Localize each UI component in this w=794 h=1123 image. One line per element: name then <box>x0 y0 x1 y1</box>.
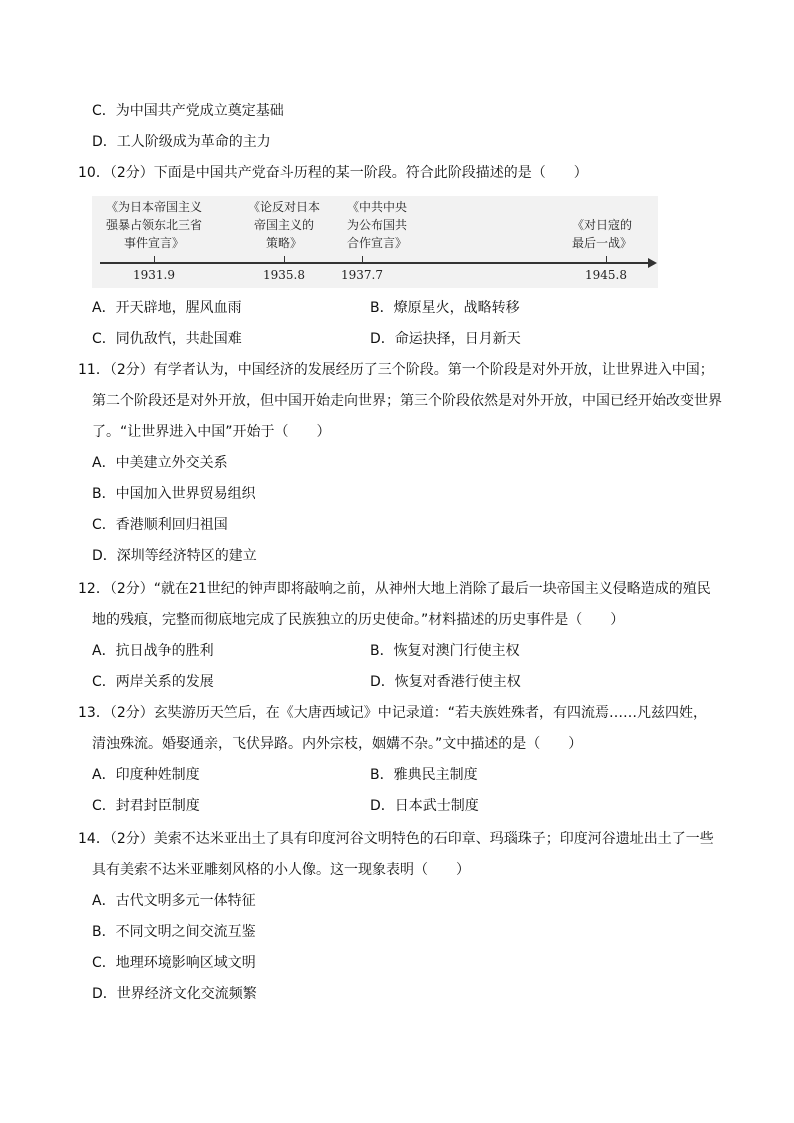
q12-option-b: B．恢复对澳门行使主权 <box>370 643 520 659</box>
q11-option-c: C．香港顺利回归祖国 <box>92 517 228 533</box>
q11-stem: 11．（2分）有学者认为，中国经济的发展经历了三个阶段。第一个阶段是对外开放，让世界进入中国； <box>78 362 714 378</box>
q11-option-d: D．深圳等经济特区的建立 <box>92 548 257 564</box>
timeline-event-label: 《为日本帝国主义 强暴占领东北三省 事件宣言》 <box>105 200 202 250</box>
q13-option-d: D．日本武士制度 <box>370 798 479 814</box>
timeline-arrow-icon <box>648 258 657 268</box>
timeline-year: 1945.8 <box>585 268 627 282</box>
timeline-year: 1931.9 <box>133 268 175 282</box>
q14-stem: 14．（2分）美索不达米亚出土了具有印度河谷文明特色的石印章、玛瑙珠子；印度河谷遗址出土了一些 <box>78 831 714 847</box>
q12-stem: 12．（2分）“就在21世纪的钟声即将敲响之前，从神州大地上消除了最后一块帝国主义侵略造成的殖民 <box>78 581 711 597</box>
q10-option-a: A．开天辟地，腥风血雨 <box>92 300 242 316</box>
q14-option-d: D．世界经济文化交流频繁 <box>92 986 257 1002</box>
q13-option-b: B．雅典民主制度 <box>370 767 478 783</box>
q10-option-d: D．命运抉择，日月新天 <box>370 331 521 347</box>
timeline-tick <box>606 256 607 263</box>
q13-option-c: C．封君封臣制度 <box>92 798 200 814</box>
q14-option-c: C．地理环境影响区域文明 <box>92 955 256 971</box>
q14-option-a: A．古代文明多元一体特征 <box>92 893 256 909</box>
timeline-tick <box>362 256 363 263</box>
q14-stem-cont: 具有美索不达米亚雕刻风格的小人像。这一现象表明（ ） <box>92 862 470 878</box>
timeline-year: 1937.7 <box>341 268 383 282</box>
timeline-year: 1935.8 <box>263 268 305 282</box>
q12-option-a: A．抗日战争的胜利 <box>92 643 214 659</box>
timeline-event-label: 《中共中央 为公布国共 合作宣言》 <box>346 200 407 250</box>
q10-option-b: B．燎原星火，战略转移 <box>370 300 520 316</box>
timeline-axis <box>100 262 650 264</box>
q11-stem-cont: 了。“让世界进入中国”开始于（ ） <box>92 424 331 440</box>
q11-stem-cont: 第二个阶段还是对外开放，但中国开始走向世界；第三个阶段依然是对外开放，中国已经开始改变世界 <box>92 393 722 409</box>
q11-option-a: A．中美建立外交关系 <box>92 455 228 471</box>
q12-option-d: D．恢复对香港行使主权 <box>370 674 521 690</box>
timeline-tick <box>284 256 285 263</box>
q10-stem: 10．（2分）下面是中国共产党奋斗历程的某一阶段。符合此阶段描述的是（ ） <box>78 165 588 181</box>
q14-option-b: B．不同文明之间交流互鉴 <box>92 924 256 940</box>
timeline-tick <box>154 256 155 263</box>
timeline-event-label: 《论反对日本 帝国主义的 策略》 <box>247 200 320 250</box>
q13-option-a: A．印度种姓制度 <box>92 767 200 783</box>
q13-stem-cont: 清浊殊流。婚娶通亲，飞伏异路。内外宗枝，姻媾不杂。”文中描述的是（ ） <box>92 736 583 752</box>
q12-option-c: C．两岸关系的发展 <box>92 674 214 690</box>
q9-option-c: C．为中国共产党成立奠定基础 <box>92 103 284 119</box>
q12-stem-cont: 地的残痕，完整而彻底地完成了民族独立的历史使命。”材料描述的历史事件是（ ） <box>92 612 625 628</box>
q13-stem: 13．（2分）玄奘游历天竺后，在《大唐西域记》中记录道：“若夫族姓殊者，有四流焉……凡兹四姓， <box>78 705 707 721</box>
q10-option-c: C．同仇敌忾，共赴国难 <box>92 331 242 347</box>
q11-option-b: B．中国加入世界贸易组织 <box>92 486 256 502</box>
q9-option-d: D．工人阶级成为革命的主力 <box>92 134 271 150</box>
q10-timeline <box>92 196 658 288</box>
timeline-event-label: 《对日寇的 最后一战》 <box>571 218 632 250</box>
